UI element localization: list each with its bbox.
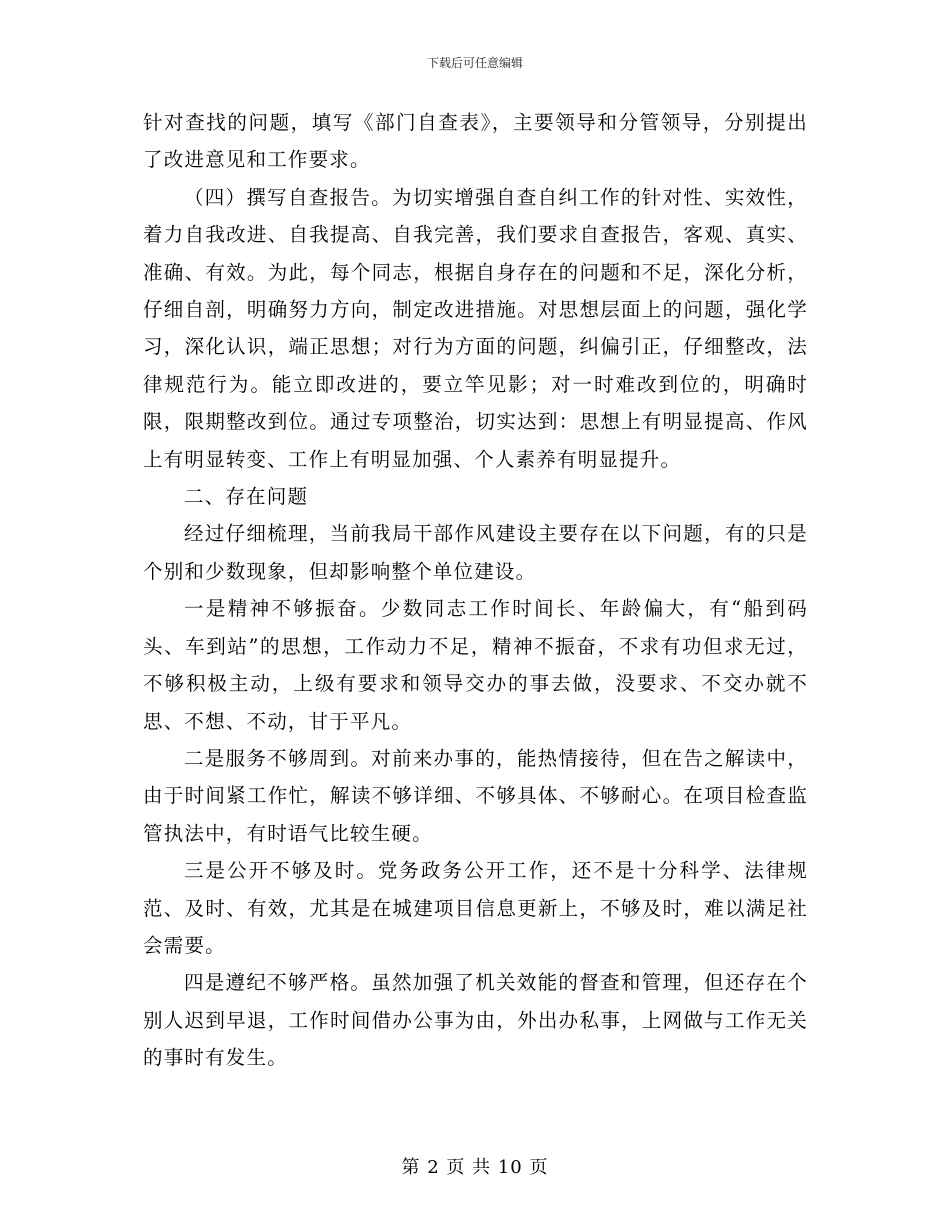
paragraph: 一是精神不够振奋。少数同志工作时间长、年龄偏大，有“船到码头、车到站”的思想，工作动力不足，精神不振奋，不求有功但求无过，不够积极主动，上级有要求和领导交办的事去做，没要求、不交办就不思、不想、不动，甘于平凡。 <box>143 597 808 733</box>
page-header: 下载后可任意编辑 <box>426 56 523 70</box>
paragraph: 四是遵纪不够严格。虽然加强了机关效能的督查和管理，但还存在个别人迟到早退，工作时间借办公事为由，外出办私事，上网做与工作无关的事时有发生。 <box>143 971 808 1070</box>
paragraph: 经过仔细梳理，当前我局干部作风建设主要存在以下问题，有的只是个别和少数现象，但却影响整个单位建设。 <box>143 522 808 583</box>
section-heading: 二、存在问题 <box>183 485 309 509</box>
paragraph: 三是公开不够及时。党务政务公开工作，还不是十分科学、法律规范、及时、有效，尤其是在城建项目信息更新上，不够及时，难以满足社会需要。 <box>143 859 808 957</box>
paragraph: 二是服务不够周到。对前来办事的，能热情接待，但在告之解读中，由于时间紧工作忙，解读不够详细、不够具体、不够耐心。在项目检查监管执法中，有时语气比较生硬。 <box>143 746 808 845</box>
document-body <box>143 104 808 1077</box>
page-number: 第 2 页 共 10 页 <box>401 1157 549 1178</box>
paragraph: （四）撰写自查报告。为切实增强自查自纠工作的针对性、实效性，着力自我改进、自我提高、自我完善，我们要求自查报告，客观、真实、准确、有效。为此，每个同志，根据自身存在的问题和不足，深化分析，仔细自剖，明确努力方向，制定改进措施。对思想层面上的问题，强化学习，深化认识，端正思想；对行为方面的问题，纠偏引正，仔细整改，法律规范行为。能立即改进的，要立竿见影；对一时难改到位的，明确时限，限期整改到位。通过专项整治，切实达到：思想上有明显提高、作风上有明显转变、工作上有明显加强、个人素养有明显提升。 <box>143 185 808 471</box>
paragraph: 针对查找的问题，填写《部门自查表》，主要领导和分管领导，分别提出了改进意见和工作要求。 <box>143 111 808 172</box>
